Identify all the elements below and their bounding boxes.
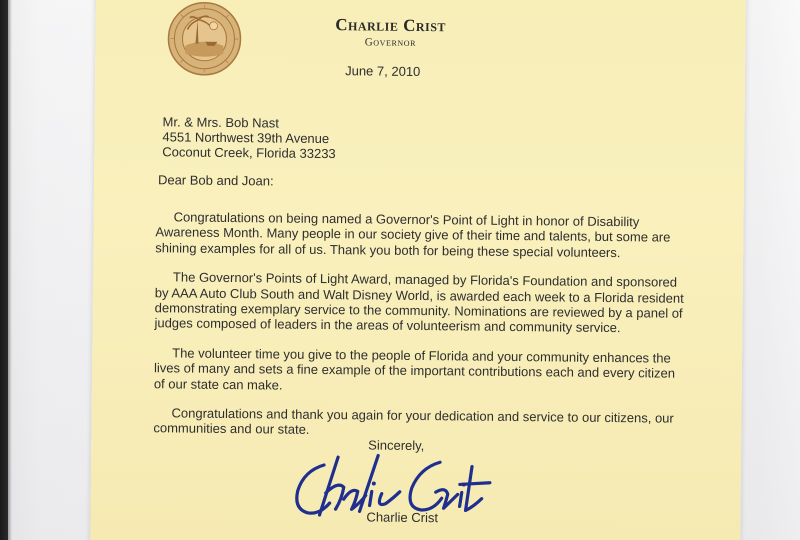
recipient-address [162, 114, 336, 161]
closing: Sincerely, [368, 437, 425, 454]
letterhead-name: Charlie Crist [335, 15, 447, 36]
salutation: Dear Bob and Joan: [157, 172, 274, 189]
letter-date: June 7, 2010 [345, 63, 421, 79]
letterhead-title: Governor [364, 36, 417, 49]
address-line: Mr. & Mrs. Bob Nast [162, 114, 279, 131]
body-paragraph: The volunteer time you give to the people of Florida and your community enhances the lives of many and sets a fine example of the important contributions each and every citizen of our state can make. [153, 345, 676, 393]
letterhead [295, 15, 485, 50]
signer-name: Charlie Crist [366, 509, 439, 526]
body-paragraph: Congratulations and thank you again for your dedication and service to our citizens, our communities and our state. [153, 405, 674, 438]
letter-body [153, 209, 685, 455]
address-line: Coconut Creek, Florida 33233 [162, 144, 336, 162]
letter-page [90, 0, 746, 540]
state-seal-icon [167, 1, 242, 76]
address-line: 4551 Northwest 39th Avenue [162, 129, 330, 147]
body-paragraph: The Governor's Points of Light Award, managed by Florida's Foundation and sponsored by AAA Auto Club South and Walt Disney World, is awarded each week to a Florida resident demonstrating exemplary service to the community. Nominations are reviewed by a panel of judges composed of leaders in the areas of volunteerism and community service. [154, 269, 684, 336]
body-paragraph: Congratulations on being named a Governor's Point of Light in honor of Disability Awareness Month. Many people in our society give of their time and talents, but some are shining examples for all of us. Thank you both for being these special volunteers. [155, 209, 671, 260]
